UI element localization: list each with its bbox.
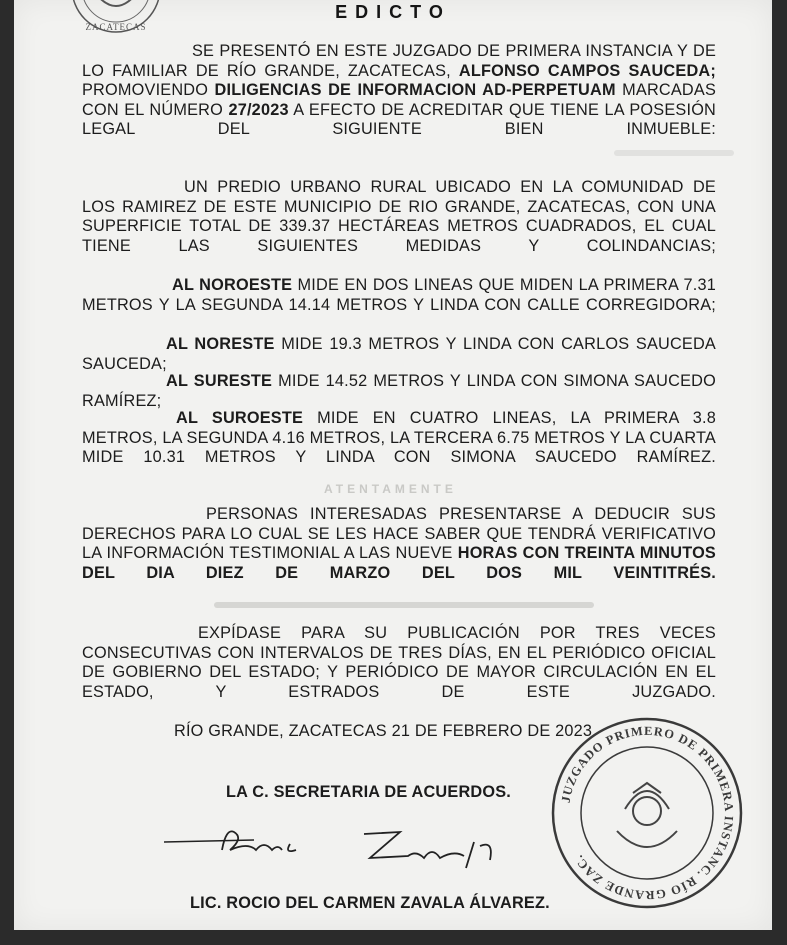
boundary-text: MIDE 19.3 METROS Y LINDA CON CARLOS SAUCEDA SAUCEDA; [82,335,716,373]
seal-top-text: ZACATECAS [85,22,147,32]
procedure-type: DILIGENCIAS DE INFORMACION AD-PERPETUAM [214,81,616,100]
boundary-label: AL SUROESTE [176,409,304,427]
place-date: RÍO GRANDE, ZACATECAS 21 DE FEBRERO DE 2023. [174,722,597,740]
paragraph-hearing [82,505,716,583]
hearing-text: PERSONAS INTERESADAS PRESENTARSE A DEDUCIR SUS DERECHOS PARA LO CUAL SE LES HACE SABER QUE TENDRÁ VERIFICATIVO LA INFORMACIÓN TESTIMONIAL A LAS NUEVE [82,505,716,563]
boundary-noroeste [82,276,716,315]
boundary-sureste [82,372,716,411]
boundary-label: AL NORESTE [166,335,275,353]
document-page [14,0,772,930]
applicant-name: ALFONSO CAMPOS SAUCEDA; [458,61,716,80]
signatory-name: LIC. ROCIO DEL CARMEN ZAVALA ÁLVAREZ. [190,894,550,912]
boundary-label: AL NOROESTE [172,276,293,294]
hearing-datetime: HORAS CON TREINTA MINUTOS DEL DIA DIEZ DE MARZO DEL DOS MIL VEINTITRÉS. [82,544,716,582]
svg-text:JUZGADO PRIMERO DE PRIMERA INS [559,724,736,902]
boundary-text: MIDE EN CUATRO LINEAS, LA PRIMERA 3.8 METROS, LA SEGUNDA 4.16 METROS, LA TERCERA 6.75 METROS Y LA CUARTA MIDE 10.31 METROS Y LINDA CON SIMONA SAUCEDO RAMÍREZ. [82,409,716,467]
document-title: EDICTO [335,2,451,22]
paragraph-intro [82,42,716,140]
boundary-text: MIDE 14.52 METROS Y LINDA CON SIMONA SAUCEDO RAMÍREZ; [82,372,716,410]
intro-rest-text: A EFECTO DE ACREDITAR QUE TIENE LA POSESIÓN LEGAL DEL SIGUIENTE BIEN INMUEBLE: [82,100,717,139]
signature-icon [164,820,564,875]
ghost-line [214,602,594,608]
marcadas-text: MARCADAS CON EL NÚMERO [82,81,716,119]
secretary-title: LA C. SECRETARIA DE ACUERDOS. [226,783,512,801]
boundary-noreste [82,335,716,374]
boundary-label: AL SURESTE [166,372,273,390]
stamp-text: JUZGADO PRIMERO DE PRIMERA INSTANC. RÍO GRANDE ZAC. [558,723,737,903]
boundary-text: MIDE EN DOS LINEAS QUE MIDEN LA PRIMERA 7.31 METROS Y LA SEGUNDA 14.14 METROS Y LINDA CON CALLE CORREGIDORA; [82,276,717,314]
boundary-suroeste [82,409,716,468]
ghost-line [614,150,734,156]
paragraph-property: UN PREDIO URBANO RURAL UBICADO EN LA COMUNIDAD DE LOS RAMIREZ DE ESTE MUNICIPIO DE RIO GRANDE, ZACATECAS, CON UNA SUPERFICIE TOTAL DE 339.37 HECTÁREAS METROS CUADRADOS, EL CUAL TIENE LAS SIGUIENTES MEDIDAS Y COLINDANCIAS; [82,178,716,255]
intro-text: SE PRESENTÓ EN ESTE JUZGADO DE PRIMERA INSTANCIA Y DE LO FAMILIAR DE RÍO GRANDE, ZACATECAS, [82,42,716,80]
case-number: 27/2023 [228,100,289,119]
svg-text:ZACATECAS [85,22,146,32]
ghost-heading: ATENTAMENTE [324,482,457,496]
official-stamp-icon [547,713,747,913]
paragraph-publication: EXPÍDASE PARA SU PUBLICACIÓN POR TRES VECES CONSECUTIVAS CON INTERVALOS DE TRES DÍAS, EN EL PERIÓDICO OFICIAL DE GOBIERNO DEL ESTADO; Y PERIÓDICO DE MAYOR CIRCULACIÓN EN EL ESTADO, Y ESTRADOS DE ESTE JUZGADO. [82,624,716,701]
promoviendo-text: PROMOVIENDO [82,81,209,100]
